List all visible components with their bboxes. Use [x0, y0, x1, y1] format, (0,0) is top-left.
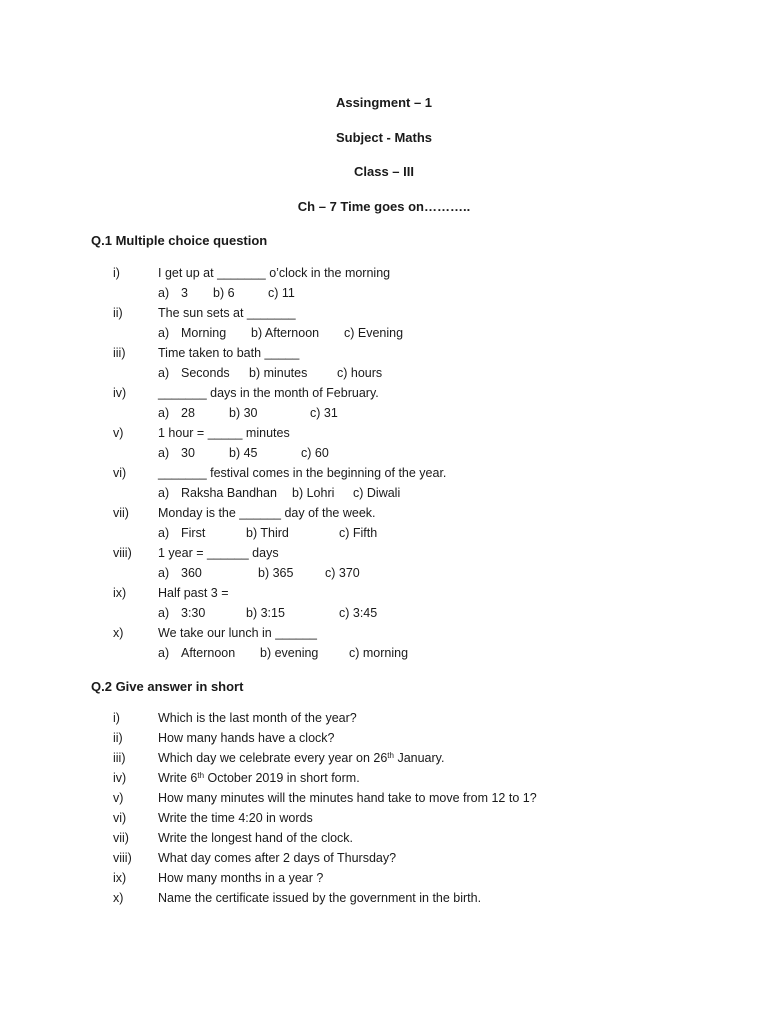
option-a: Seconds: [181, 366, 230, 380]
option-a: 28: [181, 406, 195, 420]
q1-number: iv): [113, 386, 127, 400]
option-b: b) 45: [229, 446, 258, 460]
q1-question: 1 hour = _____ minutes: [158, 426, 290, 440]
q1-question: _______ days in the month of February.: [158, 386, 379, 400]
q2-question: How many minutes will the minutes hand take to move from 12 to 1?: [158, 791, 537, 805]
option-a: 3:30: [181, 606, 206, 620]
option-b: b) 3:15: [246, 606, 285, 620]
q2-text-pre: Write 6: [158, 771, 198, 785]
q1-number: x): [113, 626, 124, 640]
option-c: c) Evening: [344, 326, 404, 340]
option-c: c) 11: [268, 286, 295, 300]
section1-heading: Q.1 Multiple choice question: [91, 233, 268, 248]
q2-text-post: January.: [393, 751, 445, 765]
q1-number: iii): [113, 346, 126, 360]
q2-number: vii): [113, 831, 129, 845]
q2-number: viii): [113, 851, 132, 865]
option-b: b) Lohri: [292, 486, 335, 500]
option-b: b) Afternoon: [251, 326, 320, 340]
q2-question: Name the certificate issued by the government in the birth.: [158, 891, 482, 905]
q2-number: vi): [113, 811, 127, 825]
option-c: c) 31: [310, 406, 338, 420]
option-a: 30: [181, 446, 195, 460]
q1-question: Monday is the ______ day of the week.: [158, 506, 376, 520]
chapter-line: Ch – 7 Time goes on………..: [297, 199, 471, 214]
option-letter: a): [158, 526, 170, 540]
q2-text-pre: Which day we celebrate every year on 26: [158, 751, 388, 765]
option-letter: a): [158, 326, 170, 340]
q2-question: [158, 771, 360, 785]
option-a: First: [181, 526, 206, 540]
ordinal-suffix: th: [197, 771, 205, 780]
q1-question: We take our lunch in ______: [158, 626, 317, 640]
q2-number: ix): [113, 871, 127, 885]
option-a: 360: [181, 566, 202, 580]
q2-number: ii): [113, 731, 123, 745]
option-letter: a): [158, 566, 170, 580]
option-b: b) minutes: [249, 366, 308, 380]
q1-number: v): [113, 426, 124, 440]
option-letter: a): [158, 606, 170, 620]
q2-number: iv): [113, 771, 127, 785]
q2-question: [158, 751, 444, 765]
option-a: 3: [181, 286, 188, 300]
q2-question: What day comes after 2 days of Thursday?: [158, 851, 397, 865]
q2-number: iii): [113, 751, 126, 765]
option-b: b) evening: [260, 646, 319, 660]
q2-question: How many months in a year ?: [158, 871, 324, 885]
option-letter: a): [158, 366, 170, 380]
option-c: c) hours: [337, 366, 383, 380]
q2-number: x): [113, 891, 124, 905]
subject-line: Subject - Maths: [335, 130, 433, 145]
q2-question: Write the time 4:20 in words: [158, 811, 313, 825]
q1-number: vi): [113, 466, 127, 480]
section2-heading: Q.2 Give answer in short: [91, 679, 244, 694]
option-letter: a): [158, 646, 170, 660]
q1-question: _______ festival comes in the beginning of the year.: [158, 466, 447, 480]
option-c: c) 3:45: [339, 606, 378, 620]
option-c: c) morning: [349, 646, 409, 660]
option-c: c) 60: [301, 446, 329, 460]
option-letter: a): [158, 486, 170, 500]
q1-question: 1 year = ______ days: [158, 546, 279, 560]
q2-number: v): [113, 791, 124, 805]
q2-number: i): [113, 711, 120, 725]
q1-number: viii): [113, 546, 132, 560]
option-letter: a): [158, 286, 170, 300]
q2-question: Which is the last month of the year?: [158, 711, 357, 725]
option-letter: a): [158, 446, 170, 460]
q1-question: Half past 3 =: [158, 586, 229, 600]
class-line: Class – III: [354, 164, 414, 179]
q1-question: I get up at _______ o’clock in the morning: [158, 266, 391, 280]
option-a: Raksha Bandhan: [181, 486, 277, 500]
ordinal-suffix: th: [387, 751, 394, 760]
option-letter: a): [158, 406, 170, 420]
option-c: c) Fifth: [339, 526, 378, 540]
option-b: b) 365: [258, 566, 294, 580]
q1-number: ix): [113, 586, 127, 600]
q2-question: Write the longest hand of the clock.: [158, 831, 354, 845]
q1-number: vii): [113, 506, 129, 520]
q1-question: Time taken to bath _____: [158, 346, 300, 360]
q1-question: The sun sets at _______: [158, 306, 296, 320]
option-b: b) Third: [246, 526, 289, 540]
q1-number: i): [113, 266, 120, 280]
option-c: c) 370: [325, 566, 360, 580]
option-b: b) 6: [213, 286, 235, 300]
option-c: c) Diwali: [353, 486, 401, 500]
q2-question: How many hands have a clock?: [158, 731, 335, 745]
option-a: Afternoon: [181, 646, 236, 660]
option-a: Morning: [181, 326, 227, 340]
option-b: b) 30: [229, 406, 258, 420]
q2-text-post: October 2019 in short form.: [204, 771, 360, 785]
q1-number: ii): [113, 306, 123, 320]
assignment-title: Assingment – 1: [335, 95, 433, 110]
